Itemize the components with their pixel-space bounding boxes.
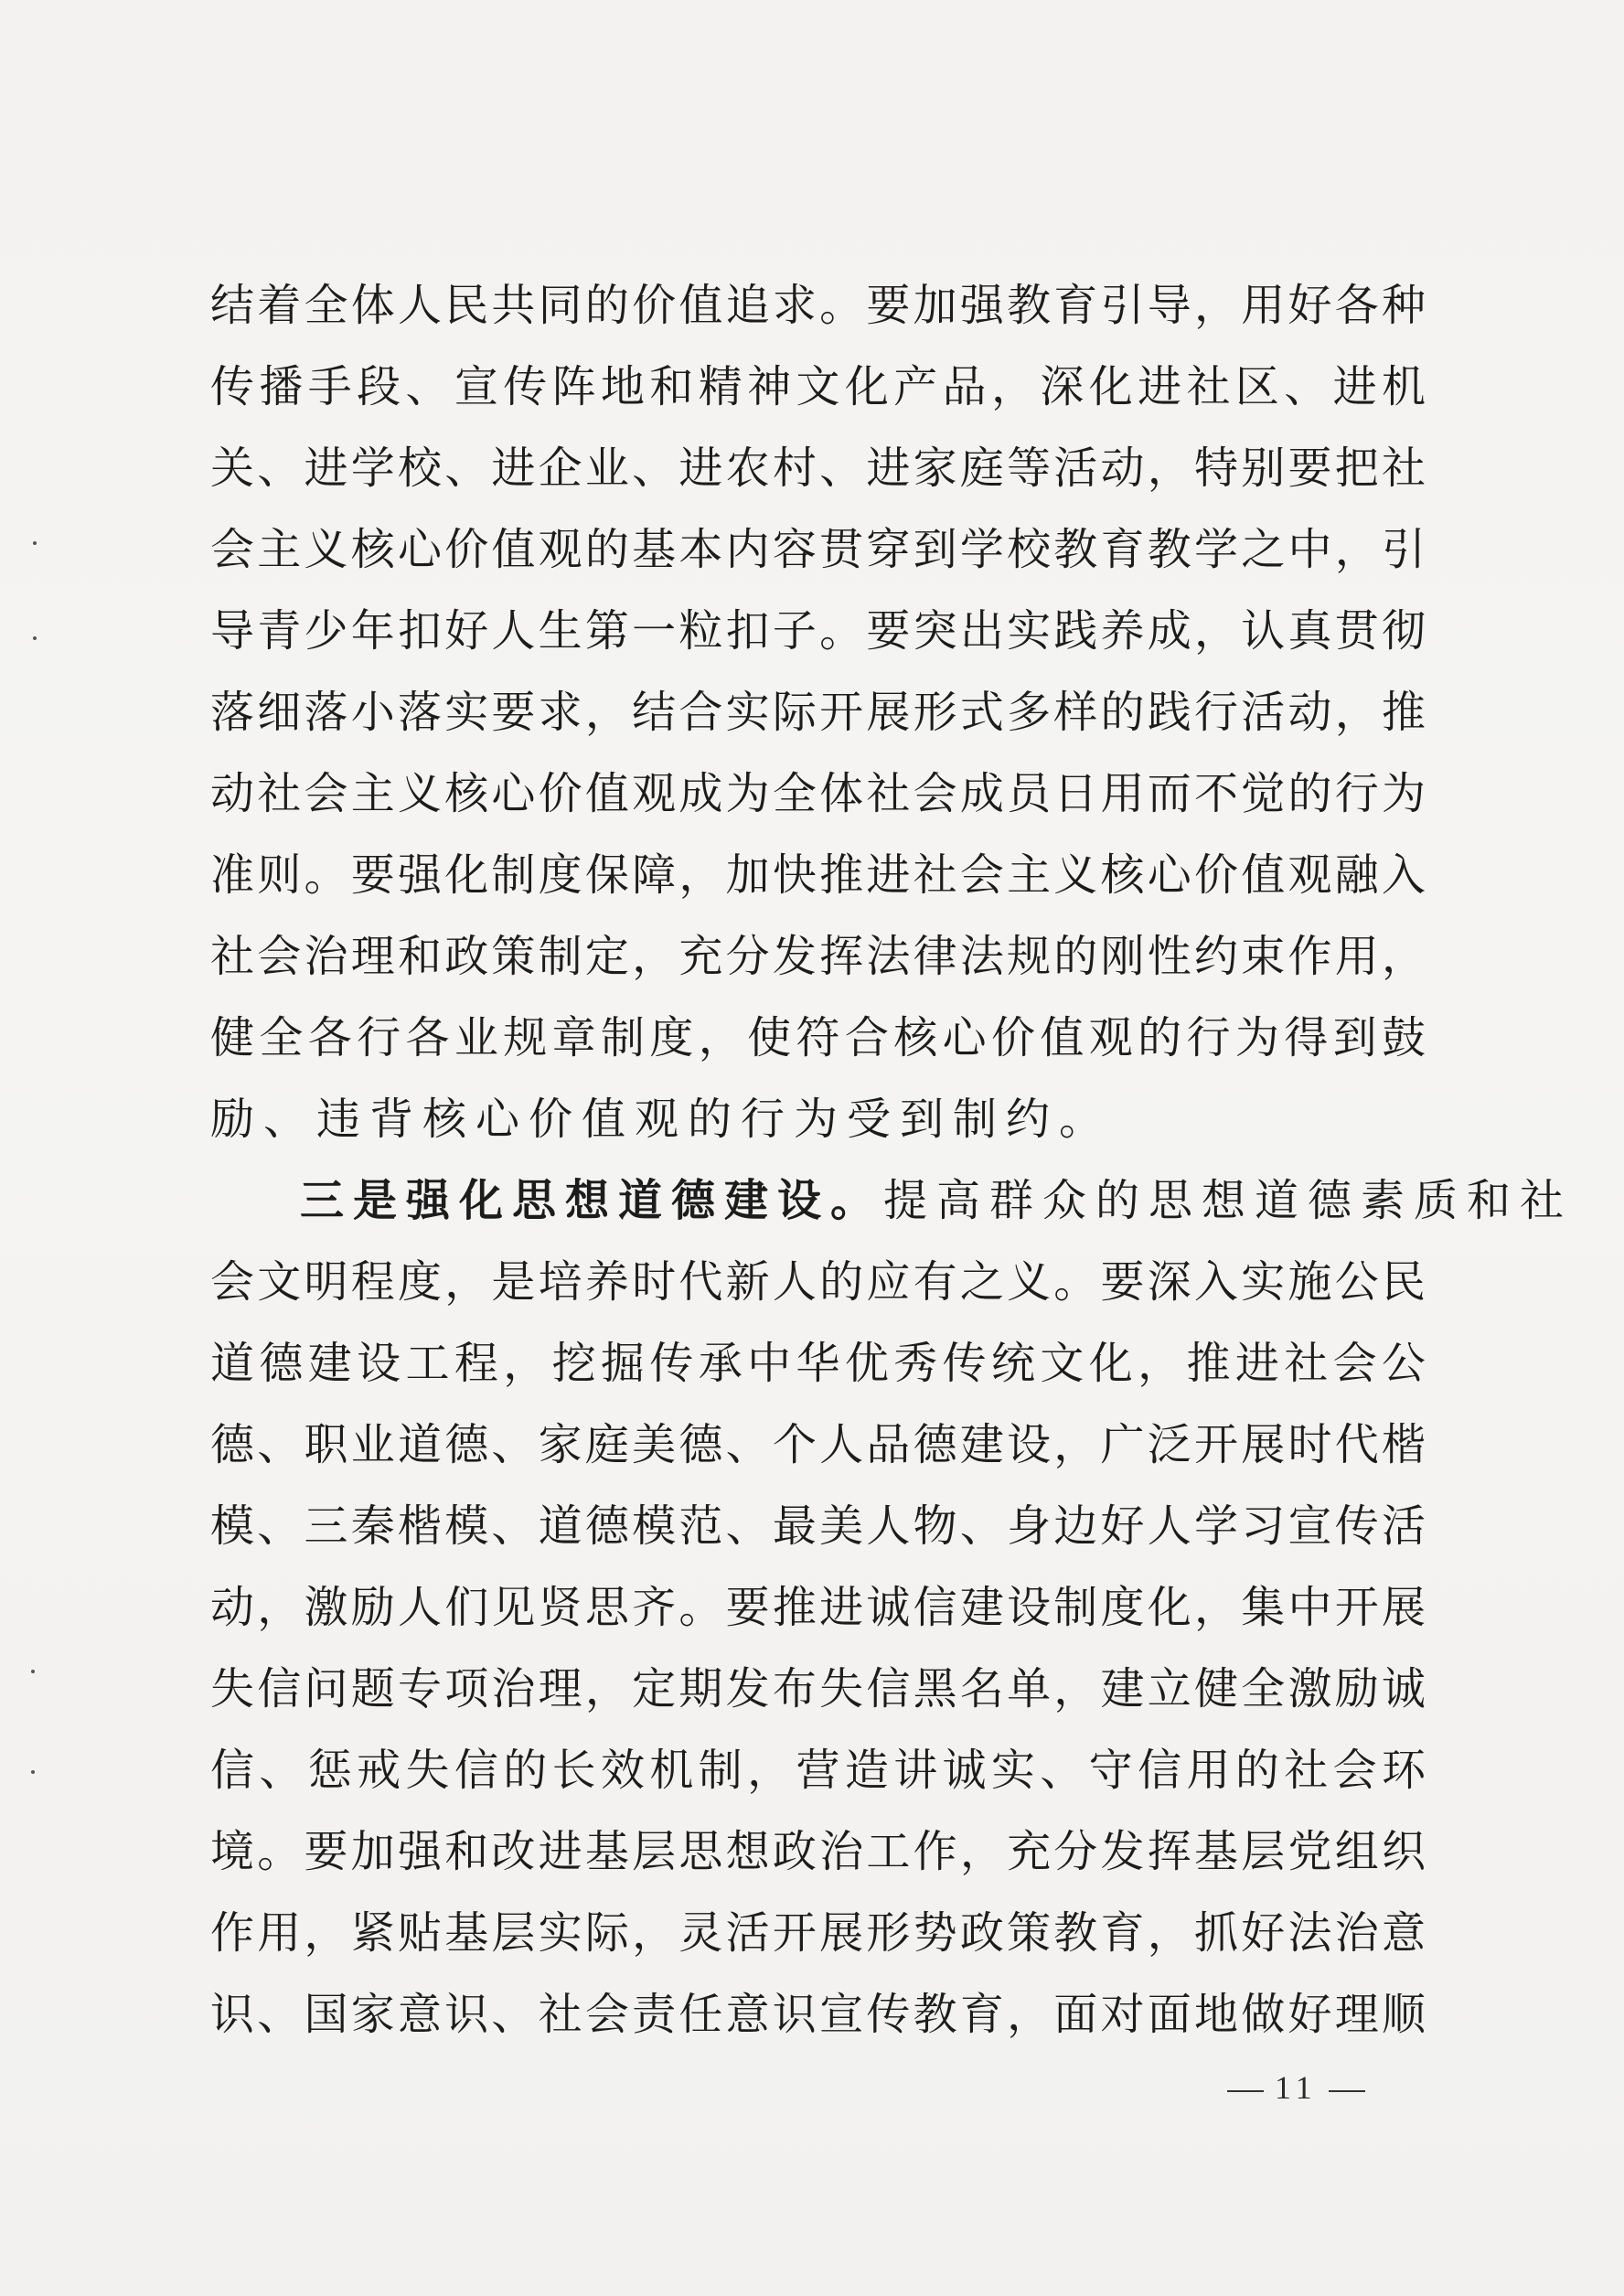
text-line: 失信问题专项治理，定期发布失信黑名单，建立健全激励诚 (210, 1663, 1426, 1714)
text-line: 会文明程度，是培养时代新人的应有之义。要深入实施公民 (210, 1256, 1426, 1308)
margin-mark (31, 1770, 35, 1774)
text-line: 社会治理和政策制定，充分发挥法律法规的刚性约束作用， (210, 931, 1426, 982)
text-line: 关、进学校、进企业、进农村、进家庭等活动，特别要把社 (210, 443, 1426, 494)
text-line: 动社会主义核心价值观成为全体社会成员日用而不觉的行为 (210, 768, 1426, 819)
page-number-dash-left (1227, 2090, 1264, 2092)
paragraph-heading: 三是强化思想道德建设。 (300, 1175, 884, 1226)
text-line: 作用，紧贴基层实际，灵活开展形势政策教育，抓好法治意 (210, 1907, 1426, 1959)
text-line: 德、职业道德、家庭美德、个人品德建设，广泛开展时代楷 (210, 1419, 1426, 1470)
text-line: 模、三秦楷模、道德模范、最美人物、身边好人学习宣传活 (210, 1500, 1426, 1552)
text-line: 落细落小落实要求，结合实际开展形式多样的践行活动，推 (210, 687, 1426, 738)
page-number-dash-right (1329, 2090, 1365, 2092)
text-line: 识、国家意识、社会责任意识宣传教育，面对面地做好理顺 (210, 1989, 1426, 2040)
text-line: 信、惩戒失信的长效机制，营造讲诚实、守信用的社会环 (210, 1745, 1426, 1796)
page-number-value: 11 (1275, 2069, 1318, 2106)
text-line: 境。要加强和改进基层思想政治工作，充分发挥基层党组织 (210, 1826, 1426, 1877)
text-line: 结着全体人民共同的价值追求。要加强教育引导，用好各种 (210, 280, 1426, 331)
text-line: 导青少年扣好人生第一粒扣子。要突出实践养成，认真贯彻 (210, 605, 1426, 657)
paragraph-first-line (210, 1160, 1574, 1242)
text-line: 准则。要强化制度保障，加快推进社会主义核心价值观融入 (210, 849, 1426, 901)
text-line: 道德建设工程，挖掘传承中华优秀传统文化，推进社会公 (210, 1338, 1426, 1389)
margin-mark (33, 541, 37, 545)
margin-mark (33, 636, 37, 640)
text-segment: 提高群众的思想道德素质和社 (883, 1175, 1574, 1226)
text-line: 动，激励人们见贤思齐。要推进诚信建设制度化，集中开展 (210, 1582, 1426, 1633)
text-line: 传播手段、宣传阵地和精神文化产品，深化进社区、进机 (210, 361, 1426, 412)
margin-mark (31, 1670, 35, 1673)
text-line: 励、违背核心价值观的行为受到制约。 (210, 1094, 1113, 1145)
body-text (210, 265, 1574, 2056)
text-line: 健全各行各业规章制度，使符合核心价值观的行为得到鼓 (210, 1012, 1426, 1063)
text-line: 会主义核心价值观的基本内容贯穿到学校教育教学之中，引 (210, 524, 1426, 575)
page-number (1216, 2068, 1376, 2107)
